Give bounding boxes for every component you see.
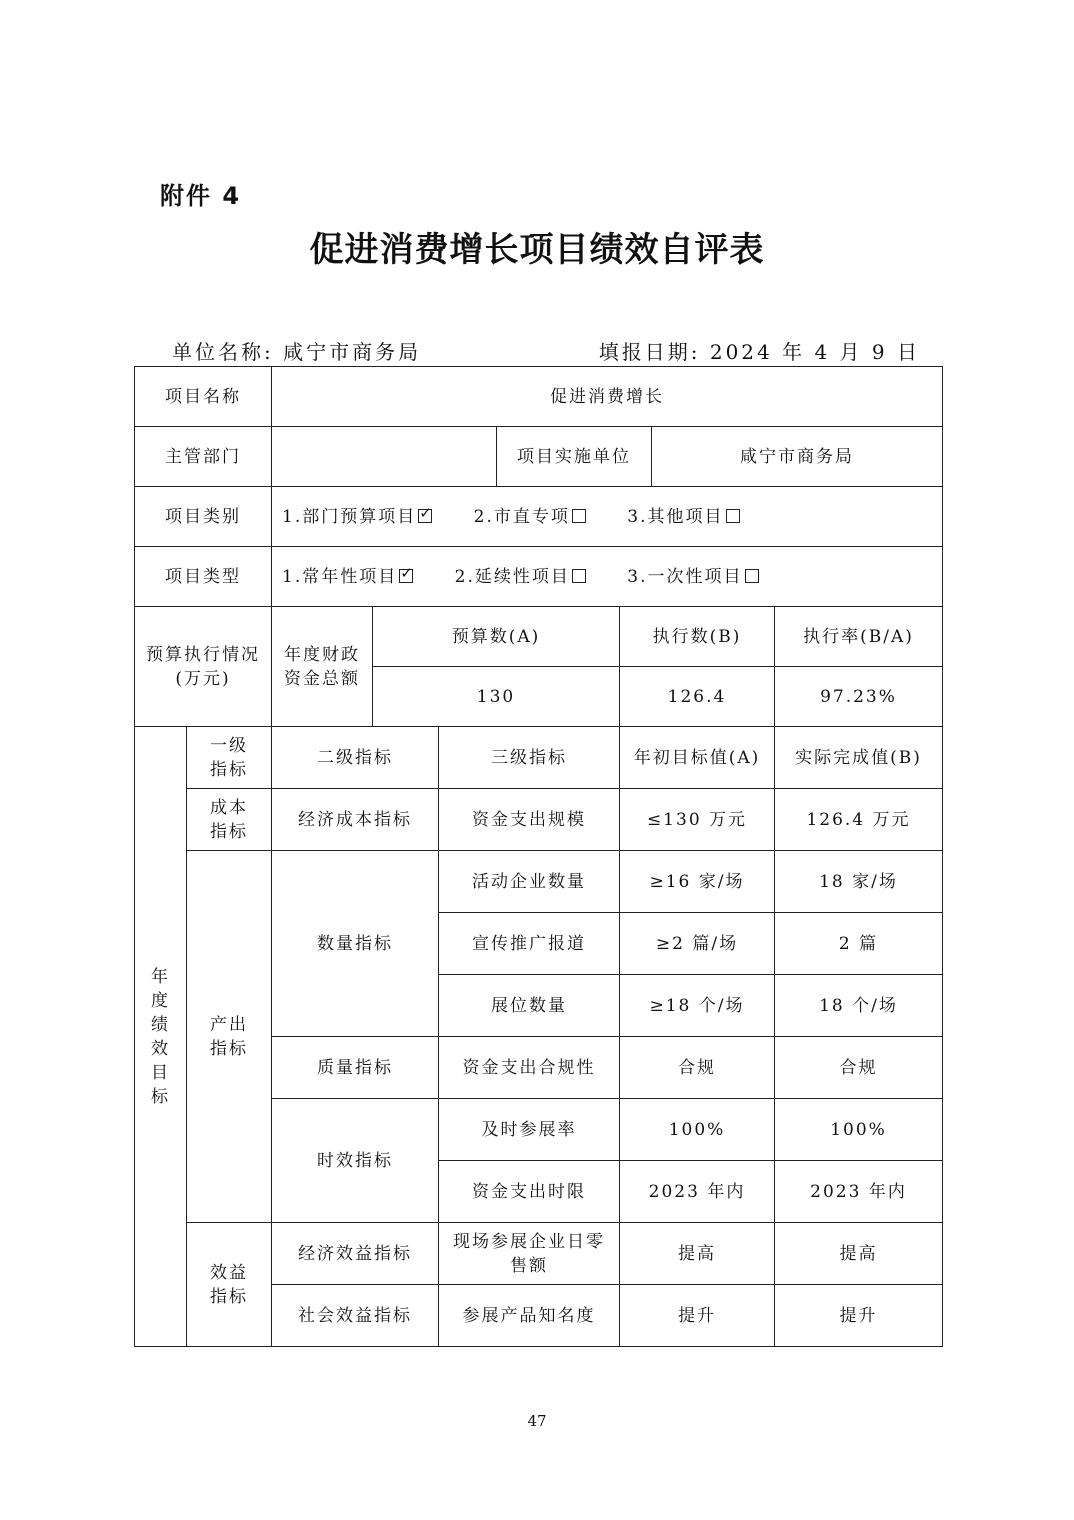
quantity-actual-1: 18 家/场 [775,851,943,913]
category-option-2: 2.市直专项 [474,505,586,529]
social-actual: 提升 [775,1285,943,1347]
economic-target: 提高 [620,1223,775,1285]
row-type [135,547,943,607]
row-benefit-economic [135,1223,943,1285]
timeliness-actual-1: 100% [775,1099,943,1161]
type-option-2: 2.延续性项目 [455,565,586,589]
category-label: 项目类别 [135,487,272,547]
date-line [599,336,920,365]
economic-actual: 提高 [775,1223,943,1285]
budget-col-rate: 执行率(B/A) [775,607,943,667]
benefit-l1: 效益 指标 [187,1223,272,1347]
timeliness-target-2: 2023 年内 [620,1161,775,1223]
quantity-target-2: ≥2 篇/场 [620,913,775,975]
category-option-1: 1.部门预算项目✓ [282,505,432,529]
targets-section-label: 年 度 绩 效 目 标 [135,727,187,1347]
row-quantity-1 [135,851,943,913]
empty-box-icon [726,509,740,523]
category-option-3: 3.其他项目 [627,505,739,529]
budget-sub-label: 年度财政 资金总额 [272,607,373,727]
quantity-target-3: ≥18 个/场 [620,975,775,1037]
quality-actual: 合规 [775,1037,943,1099]
page-title: 促进消费增长项目绩效自评表 [309,230,765,270]
header-target: 年初目标值(A) [620,727,775,789]
budget-val-rate: 97.23% [775,667,943,727]
type-options [272,547,943,607]
header-actual: 实际完成值(B) [775,727,943,789]
quantity-l3-3: 展位数量 [439,975,620,1037]
dept-label: 主管部门 [135,427,272,487]
row-cost [135,789,943,851]
row-target-header [135,727,943,789]
output-l1: 产出 指标 [187,851,272,1223]
budget-col-b: 执行数(B) [620,607,775,667]
impl-unit-value: 咸宁市商务局 [652,427,943,487]
project-name-label: 项目名称 [135,367,272,427]
cost-l2: 经济成本指标 [272,789,439,851]
quantity-l2: 数量指标 [272,851,439,1037]
quality-l3: 资金支出合规性 [439,1037,620,1099]
cost-l3: 资金支出规模 [439,789,620,851]
budget-label: 预算执行情况 (万元) [135,607,272,727]
empty-box-icon [572,509,586,523]
attachment-label: 附件 4 [160,182,242,210]
timeliness-target-1: 100% [620,1099,775,1161]
timeliness-l3-1: 及时参展率 [439,1099,620,1161]
dept-value [272,427,497,487]
date-label: 填报日期: [598,340,701,364]
unit-line [172,336,421,365]
header-l2: 二级指标 [272,727,439,789]
checked-box-icon [399,569,413,583]
evaluation-table [134,366,943,1347]
cost-actual: 126.4 万元 [775,789,943,851]
page-number: 47 [527,1412,547,1430]
date-value: 2024 年 4 月 9 日 [709,340,920,364]
social-target: 提升 [620,1285,775,1347]
type-label: 项目类型 [135,547,272,607]
impl-unit-label: 项目实施单位 [497,427,652,487]
empty-box-icon [745,569,759,583]
social-l3: 参展产品知名度 [439,1285,620,1347]
social-l2: 社会效益指标 [272,1285,439,1347]
row-project-name [135,367,943,427]
quantity-actual-2: 2 篇 [775,913,943,975]
type-option-1: 1.常年性项目✓ [282,565,413,589]
quality-l2: 质量指标 [272,1037,439,1099]
category-options [272,487,943,547]
timeliness-l2: 时效指标 [272,1099,439,1223]
row-dept [135,427,943,487]
economic-l2: 经济效益指标 [272,1223,439,1285]
row-budget-header [135,607,943,667]
quantity-l3-2: 宣传推广报道 [439,913,620,975]
unit-label: 单位名称: [172,340,274,364]
empty-box-icon [572,569,586,583]
project-name-value: 促进消费增长 [272,367,943,427]
budget-col-a: 预算数(A) [373,607,620,667]
header-l3: 三级指标 [439,727,620,789]
quantity-target-1: ≥16 家/场 [620,851,775,913]
budget-val-a: 130 [373,667,620,727]
quantity-l3-1: 活动企业数量 [439,851,620,913]
cost-target: ≤130 万元 [620,789,775,851]
type-option-3: 3.一次性项目 [627,565,758,589]
cost-l1: 成本 指标 [187,789,272,851]
unit-value: 咸宁市商务局 [283,340,422,364]
header-l1: 一级 指标 [187,727,272,789]
quantity-actual-3: 18 个/场 [775,975,943,1037]
timeliness-actual-2: 2023 年内 [775,1161,943,1223]
row-category [135,487,943,547]
economic-l3: 现场参展企业日零 售额 [439,1223,620,1285]
quality-target: 合规 [620,1037,775,1099]
timeliness-l3-2: 资金支出时限 [439,1161,620,1223]
checked-box-icon [418,509,432,523]
budget-val-b: 126.4 [620,667,775,727]
